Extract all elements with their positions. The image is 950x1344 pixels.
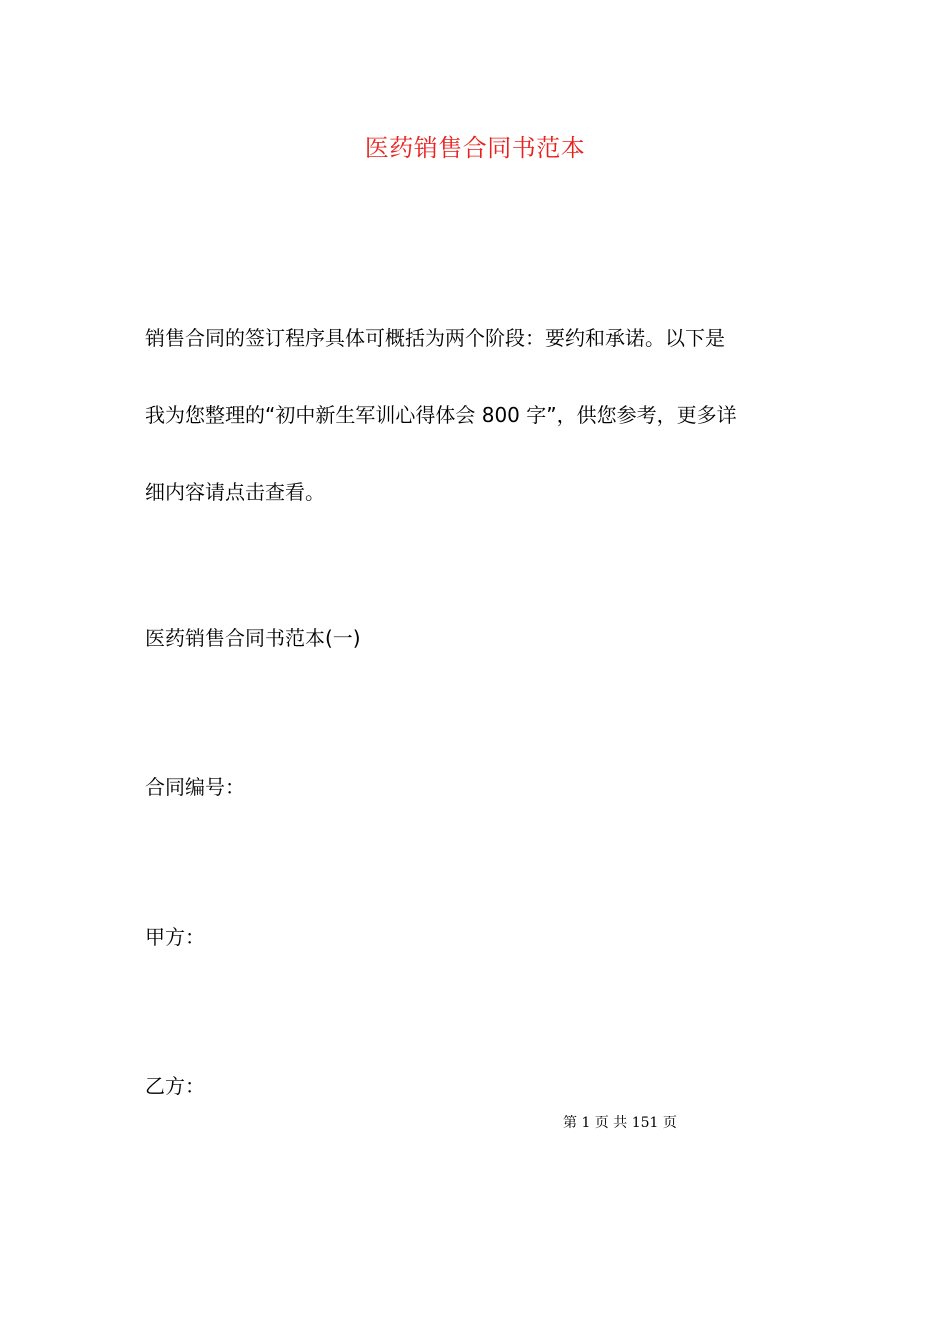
intro-line-2: 我为您整理的“初中新生军训心得体会 800 字”，供您参考，更多详	[145, 403, 737, 427]
contract-number-label: 合同编号：	[145, 775, 245, 799]
section-subtitle: 医药销售合同书范本(一)	[145, 626, 361, 650]
intro-line-3: 细内容请点击查看。	[145, 480, 325, 504]
document-title: 医药销售合同书范本	[364, 134, 586, 162]
party-b-label: 乙方：	[145, 1074, 205, 1098]
intro-line-1: 销售合同的签订程序具体可概括为两个阶段：要约和承诺。以下是	[145, 326, 725, 350]
page-number: 第 1 页 共 151 页	[563, 1115, 677, 1131]
intro-paragraph	[145, 318, 810, 512]
party-a-label: 甲方：	[145, 925, 205, 949]
